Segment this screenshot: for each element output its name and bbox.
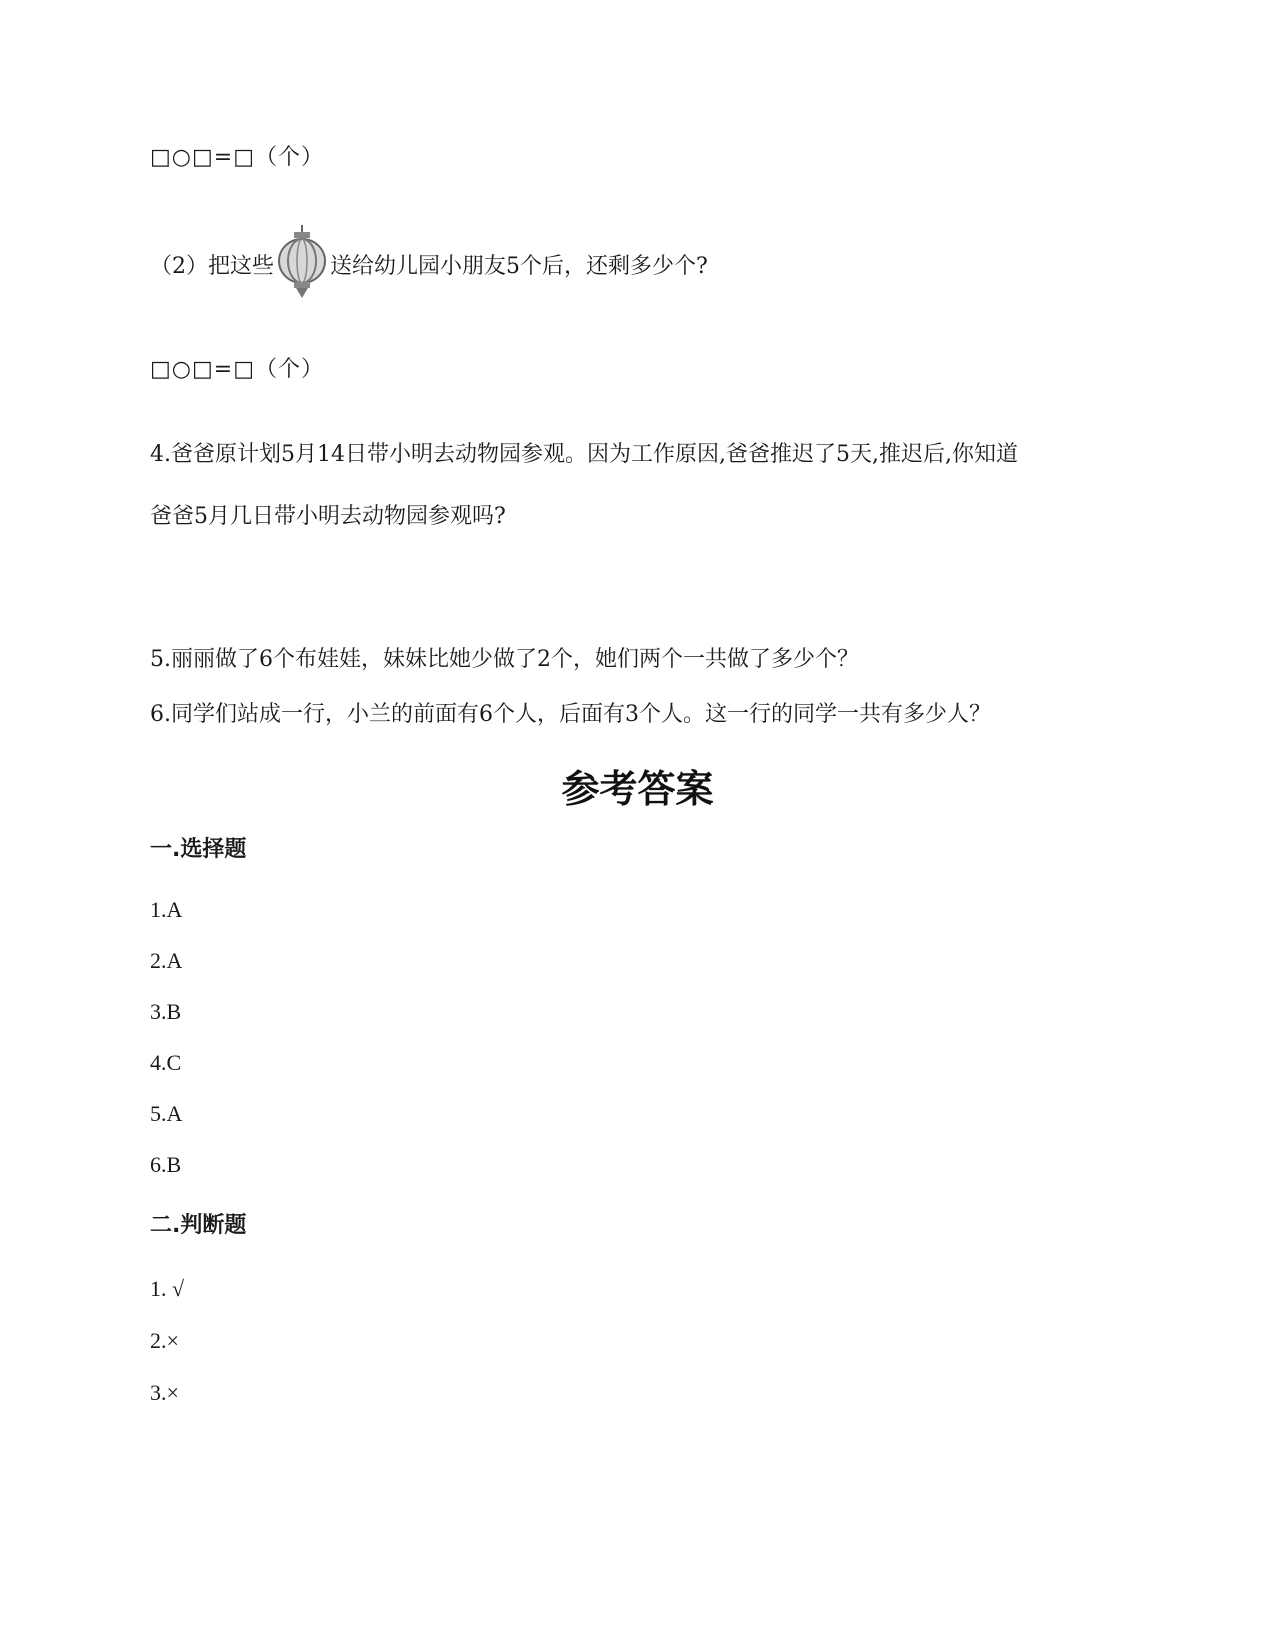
section-1-answer: 4.C <box>150 1050 182 1075</box>
section-1-answer: 6.B <box>150 1152 182 1177</box>
section-2-answer: 2.× <box>150 1328 179 1353</box>
section-1-answer: 3.B <box>150 999 182 1024</box>
section-1-answer: 5.A <box>150 1101 183 1126</box>
section-1-answer: 1.A <box>150 897 183 922</box>
answer-key-title: 参考答案 <box>561 767 714 811</box>
answer-formula-2: □○□=□（个） <box>150 357 324 382</box>
section-2-answer: 1. √ <box>150 1276 185 1301</box>
question-6: 6.同学们站成一行，小兰的前面有6个人，后面有3个人。这一行的同学一共有多少人？ <box>150 702 991 727</box>
section-1-title: 一.选择题 <box>150 837 247 862</box>
question-4-line-2: 爸爸5月几日带小明去动物园参观吗? <box>150 504 506 529</box>
question-5: 5.丽丽做了6个布娃娃，妹妹比她少做了2个，她们两个一共做了多少个？ <box>150 647 859 672</box>
question-3-part-2-prefix: （2）把这些 <box>150 253 274 279</box>
lantern-icon <box>277 225 327 308</box>
answer-formula-1: □○□=□（个） <box>150 145 324 170</box>
question-4-line-1: 4.爸爸原计划5月14日带小明去动物园参观。因为工作原因,爸爸推迟了5天,推迟后,你知道 <box>150 442 1018 467</box>
section-2-title: 二.判断题 <box>150 1213 247 1238</box>
section-1-answer: 2.A <box>150 948 183 973</box>
section-2-answer: 3.× <box>150 1380 179 1405</box>
question-3-part-2-suffix: 送给幼儿园小朋友5个后，还剩多少个? <box>330 253 708 279</box>
question-3-part-2 <box>150 225 708 308</box>
